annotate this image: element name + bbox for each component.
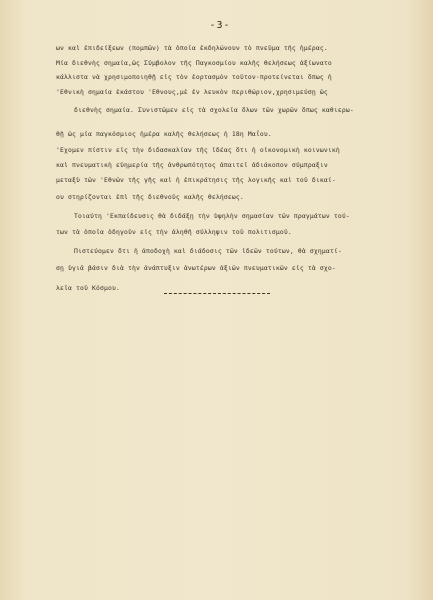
page-number: -3-	[209, 20, 231, 31]
text-line: των τὰ ὁποῖα ὁδηγοῦν εἰς τὴν ἀληθῆ σύλληψιν τοῦ πολιτισμοῦ.	[56, 228, 292, 236]
text-line: Τοιαύτη 'Εκπαίδευσις θὰ διδάξῃ τὴν ὑψηλὴν σημασίαν τῶν πραγμάτων τού-	[74, 212, 350, 220]
text-line: διεθνὴς σημαία. Συνιστῶμεν εἰς τὰ σχολεῖα ὅλων τῶν χωρῶν ὅπως καθιερω-	[74, 106, 354, 114]
closing-dash-rule	[164, 293, 270, 294]
text-line: Πιστεύομεν ὅτι ἡ ἀποδοχὴ καὶ διάδοσις τῶν ἰδεῶν τούτων, θὰ σχηματί-	[74, 247, 342, 255]
text-line: σῃ ὑγιᾶ βάσιν διὰ τὴν ἀνάπτυξιν ἀνωτέρων ἀξιῶν πνευματικῶν εἰς τὰ σχο-	[56, 264, 336, 272]
text-line: 'Εχομεν πίστιν εἰς τὴν διδασκαλίαν τῆς ἰδέας ὅτι ἡ οἰκονομικὴ κοινωνικὴ	[56, 146, 340, 154]
text-line: μεταξὺ τῶν 'Εθνῶν τῆς γῆς καὶ ἡ ἐπικράτησις τῆς λογικῆς καὶ τοῦ δικαί-	[56, 176, 336, 184]
text-line: καὶ πνευματικὴ εὐημερία τῆς ἀνθρωπότητος ἀπαιτεῖ ἀδιάκοπον σύμπραξιν	[56, 161, 328, 169]
text-line: Μία διεθνὴς σημαία,ὡς Σύμβολον τῆς Παγκοσμίου καλῆς θελήσεως ἀξίωνατο	[56, 59, 332, 67]
text-line: κάλλιστα νὰ χρησιμοποιηθῇ εἰς τὸν ἑορτασμὸν τοῦτον·προτείνεται ὅπως ἡ	[56, 73, 332, 81]
text-line: λεῖα τοῦ Κόσμου.	[56, 284, 120, 292]
text-line: ων καὶ ἐπιδείξεων (πομπῶν) τὰ ὁποῖα ἐκδηλώνουν τὸ πνεῦμα τῆς ἡμέρας.	[56, 44, 328, 52]
text-line: ου στηρίζονται ἐπὶ τῆς διεθνοῦς καλῆς θελήσεως.	[56, 193, 244, 201]
text-line: θῇ ὡς μία παγκόσμιος ἡμέρα καλῆς θελήσεως ἡ 18η Μαΐου.	[56, 130, 272, 138]
text-line: 'Εθνικὴ σημαία ἑκάστου 'Εθνους,μὲ ἐν λευκὸν περιθώριον,χρησιμεύσῃ ὡς	[56, 88, 328, 96]
